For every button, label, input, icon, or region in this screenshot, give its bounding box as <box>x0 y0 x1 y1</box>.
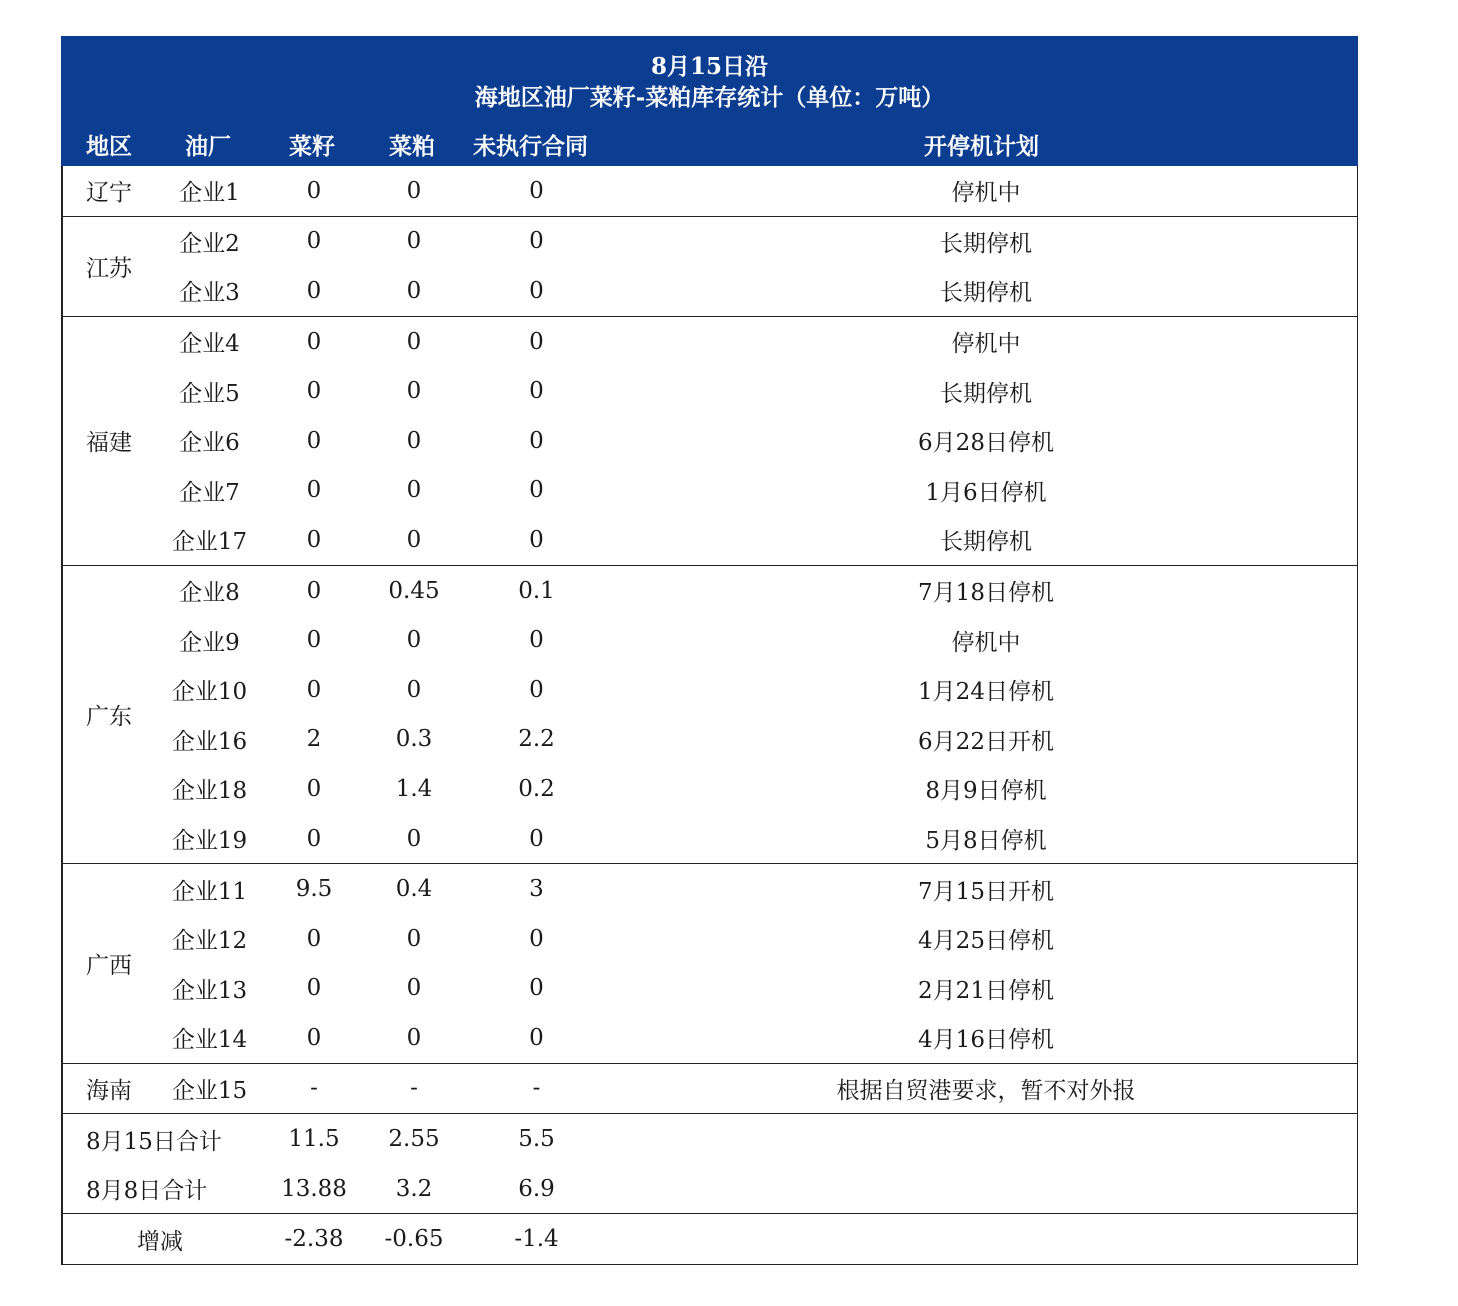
plan-cell: 长期停机 <box>614 515 1358 565</box>
contract-cell: 0 <box>529 925 544 952</box>
header-contract: 未执行合同 <box>473 133 588 160</box>
company-cell: 企业19 <box>160 814 259 864</box>
contract-cell: 3 <box>529 876 544 903</box>
meal-cell: 0.45 <box>388 577 440 604</box>
table-row <box>61 366 1358 416</box>
company-cell: 企业8 <box>179 580 240 607</box>
company-cell: 企业9 <box>179 629 240 656</box>
company-cell: 企业7 <box>179 479 240 506</box>
plan-cell: 4月16日停机 <box>614 1013 1358 1063</box>
contract-cell: 0 <box>529 975 544 1002</box>
table-title-line-2: 海地区油厂菜籽-菜粕库存统计（单位：万吨） <box>474 84 945 111</box>
table-header-band <box>61 36 1358 166</box>
meal-cell: - <box>369 1063 459 1114</box>
plan-cell: 5月8日停机 <box>614 814 1358 864</box>
change-seed-cell: -2.38 <box>259 1214 369 1265</box>
plan-cell: 7月15日开机 <box>918 878 1054 905</box>
company-cell: 企业18 <box>171 778 248 805</box>
contract-cell: 0 <box>529 477 544 504</box>
table-row <box>61 715 1358 765</box>
plan-cell: 2月21日停机 <box>918 977 1054 1004</box>
contract-cell: 0 <box>459 266 614 316</box>
table-row <box>61 814 1358 864</box>
seed-cell: 0 <box>259 166 369 216</box>
total-contract-cell: 6.9 <box>459 1164 614 1214</box>
table-row <box>61 964 1358 1014</box>
table-row <box>61 216 1358 266</box>
contract-cell: 0 <box>459 166 614 216</box>
company-cell: 企业6 <box>179 430 240 457</box>
meal-cell: 0 <box>369 814 459 864</box>
header-meal: 菜粕 <box>389 133 435 160</box>
company-cell: 企业14 <box>160 1013 259 1063</box>
seed-cell: 0 <box>306 228 322 255</box>
table-row <box>61 665 1358 715</box>
region-cell: 辽宁 <box>61 166 160 216</box>
meal-cell: 0 <box>406 975 422 1002</box>
region-cell: 江苏 <box>61 216 160 316</box>
contract-cell: 0.1 <box>518 577 555 604</box>
seed-cell: 0 <box>259 266 369 316</box>
company-cell: 企业2 <box>179 230 240 257</box>
change-meal-cell: -0.65 <box>369 1214 459 1265</box>
contract-cell: 0 <box>529 378 544 405</box>
seed-cell: 9.5 <box>295 876 333 903</box>
meal-cell: 0 <box>369 1013 459 1063</box>
seed-cell: 0 <box>306 975 322 1002</box>
table-row <box>61 615 1358 665</box>
plan-cell: 长期停机 <box>940 380 1032 407</box>
company-cell: 企业1 <box>160 166 259 216</box>
seed-cell: 0 <box>306 378 322 405</box>
header-company: 油厂 <box>185 133 231 160</box>
seed-cell: 0 <box>306 925 322 952</box>
contract-cell: 0 <box>529 627 544 654</box>
table-row <box>61 914 1358 964</box>
meal-cell: 0 <box>369 166 459 216</box>
change-label: 增减 <box>61 1214 259 1265</box>
inventory-table <box>61 36 1358 1265</box>
seed-cell: 0 <box>259 1013 369 1063</box>
total-plan-cell <box>614 1114 1358 1164</box>
company-cell: 企业10 <box>171 679 248 706</box>
company-cell: 企业15 <box>160 1063 259 1114</box>
plan-cell: 长期停机 <box>940 230 1032 257</box>
total-seed-cell: 13.88 <box>259 1164 369 1214</box>
table-row <box>61 166 1358 216</box>
seed-cell: 0 <box>306 627 322 654</box>
header-region: 地区 <box>86 133 132 160</box>
seed-cell: 0 <box>306 775 322 802</box>
table-row <box>61 764 1358 814</box>
table-row <box>61 466 1358 516</box>
seed-cell: 0 <box>306 676 322 703</box>
seed-cell: - <box>259 1063 369 1114</box>
seed-cell: 0 <box>306 577 322 604</box>
table-row <box>61 316 1358 366</box>
table-row <box>61 565 1358 615</box>
header-plan: 开停机计划 <box>924 133 1039 160</box>
company-cell: 企业3 <box>160 266 259 316</box>
table-row <box>61 1013 1358 1063</box>
plan-cell: 停机中 <box>951 331 1021 358</box>
total-plan-cell <box>614 1164 1358 1214</box>
plan-cell: 8月9日停机 <box>925 778 1047 805</box>
plan-cell: 根据自贸港要求，暂不对外报 <box>614 1063 1358 1114</box>
company-cell: 企业4 <box>179 331 240 358</box>
plan-cell: 7月18日停机 <box>918 580 1054 607</box>
plan-cell: 6月22日开机 <box>918 728 1054 755</box>
contract-cell: 0 <box>529 328 544 355</box>
meal-cell: 0 <box>369 515 459 565</box>
meal-cell: 0 <box>406 477 422 504</box>
contract-cell: 0 <box>459 814 614 864</box>
contract-cell: 2.2 <box>518 726 555 753</box>
meal-cell: 0 <box>406 427 422 454</box>
meal-cell: 0 <box>406 627 422 654</box>
table-row <box>61 266 1358 316</box>
meal-cell: 0 <box>406 925 422 952</box>
plan-cell: 1月24日停机 <box>918 679 1054 706</box>
contract-cell: 0 <box>529 676 544 703</box>
meal-cell: 0 <box>406 378 422 405</box>
plan-cell: 4月25日停机 <box>918 928 1054 955</box>
total-row <box>61 1114 1358 1164</box>
meal-cell: 0 <box>406 676 422 703</box>
change-plan-cell <box>614 1214 1358 1265</box>
total-meal-cell: 3.2 <box>369 1164 459 1214</box>
region-cell: 海南 <box>61 1063 160 1114</box>
table-title-line-1: 8月15日沿 <box>650 53 768 80</box>
change-contract-cell: -1.4 <box>459 1214 614 1265</box>
seed-cell: 2 <box>306 726 322 753</box>
table-row <box>61 1063 1358 1114</box>
plan-cell: 长期停机 <box>614 266 1358 316</box>
table-row <box>61 864 1358 914</box>
table-right-border <box>1357 166 1359 1265</box>
company-cell: 企业12 <box>171 928 248 955</box>
total-contract-cell: 5.5 <box>518 1126 555 1153</box>
inventory-table-body <box>61 166 1358 1265</box>
contract-cell: 0 <box>459 1013 614 1063</box>
meal-cell: 0.4 <box>395 876 433 903</box>
meal-cell: 0.3 <box>395 726 433 753</box>
contract-cell: 0 <box>529 427 544 454</box>
region-cell: 福建 <box>61 316 160 565</box>
total-meal-cell: 2.55 <box>388 1126 440 1153</box>
company-cell: 企业13 <box>171 977 248 1004</box>
table-row <box>61 416 1358 466</box>
company-cell: 企业11 <box>171 878 248 905</box>
seed-cell: 0 <box>306 328 322 355</box>
table-row <box>61 515 1358 565</box>
seed-cell: 0 <box>306 477 322 504</box>
meal-cell: 0 <box>406 228 422 255</box>
company-cell: 企业5 <box>179 380 240 407</box>
total-seed-cell: 11.5 <box>288 1126 340 1153</box>
contract-cell: - <box>459 1063 614 1114</box>
meal-cell: 0 <box>369 266 459 316</box>
total-row <box>61 1164 1358 1214</box>
plan-cell: 停机中 <box>951 629 1021 656</box>
table-left-border <box>61 166 63 1265</box>
seed-cell: 0 <box>259 814 369 864</box>
seed-cell: 0 <box>306 427 322 454</box>
total-label: 8月8日合计 <box>61 1164 259 1214</box>
plan-cell: 停机中 <box>614 166 1358 216</box>
contract-cell: 0 <box>459 515 614 565</box>
plan-cell: 6月28日停机 <box>918 430 1054 457</box>
seed-cell: 0 <box>259 515 369 565</box>
meal-cell: 1.4 <box>395 775 433 802</box>
region-cell: 广东 <box>61 565 160 864</box>
contract-cell: 0 <box>529 228 544 255</box>
change-row <box>61 1214 1358 1265</box>
company-cell: 企业16 <box>171 728 248 755</box>
total-label: 8月15日合计 <box>86 1128 222 1155</box>
meal-cell: 0 <box>406 328 422 355</box>
contract-cell: 0.2 <box>518 775 555 802</box>
header-seed: 菜籽 <box>289 133 335 160</box>
region-cell: 广西 <box>61 864 160 1063</box>
company-cell: 企业17 <box>160 515 259 565</box>
plan-cell: 1月6日停机 <box>925 479 1047 506</box>
